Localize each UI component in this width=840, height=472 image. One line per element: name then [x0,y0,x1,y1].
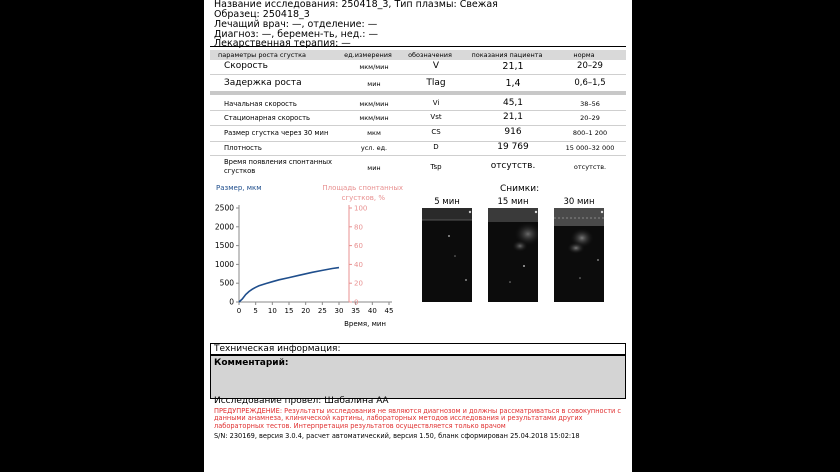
x-axis-label: Время, мин [344,320,386,328]
row-value: 21,1 [502,112,524,122]
row-symbol: Vi [432,99,440,107]
y-axis-label: Размер, мкм [216,184,262,192]
row-param: Начальная скорость [224,100,297,108]
row-unit: мкм/мин [359,63,389,71]
clot-growth-chart [208,180,408,332]
row-param: Время появления спонтанных [224,158,333,166]
y-tick-label: 2000 [214,222,234,232]
row-norm: 20–29 [580,114,600,122]
row-value: 1,4 [505,78,521,89]
y2-axis-label-line1: Площадь спонтанных [322,184,403,192]
sample-id: Образец: 250418_3 [214,9,310,20]
row-norm: 15 000–32 000 [565,144,615,152]
row-symbol: Tsp [430,163,442,171]
serial-info: S/N: 230169, версия 3.0.4, расчет автоматический, версия 1.50, бланк сформирован 25.04.2018 15:02:18 [214,432,580,440]
group-separator [210,91,626,95]
row-param: Задержка роста [224,78,302,88]
header-divider [210,46,626,47]
th-unit: ед.измерения [344,51,392,59]
snapshot-label: 15 мин [497,197,529,207]
doctor-line: Лечащий врач: —, отделение: — [214,19,378,30]
snapshot-image-30min [554,208,604,302]
row-norm: 20–29 [577,61,603,71]
row-norm: 800–1 200 [572,129,608,137]
y-tick-label: 0 [229,297,234,307]
report-page [204,0,632,472]
conducted-by: Исследование провел: Шабалина АА [214,396,389,406]
y2-tick-label: 60 [354,242,363,251]
row-divider [210,141,626,142]
row-value: отсутств. [490,161,536,171]
th-norm: норма [573,51,595,59]
diagnosis-line: Диагноз: —, беремен-ть, нед.: — [214,29,379,40]
x-tick-label: 20 [301,307,311,315]
x-tick-label: 0 [236,307,242,315]
row-symbol: Tlag [426,78,446,88]
row-symbol: D [433,143,439,151]
snapshot-label: 5 мин [434,197,460,207]
snapshot-label: 30 мин [563,197,595,207]
x-tick-label: 40 [367,307,377,315]
row-value: 21,1 [502,61,524,72]
comment-label: Комментарий: [214,358,289,368]
chart-axes [215,204,394,316]
tech-info-label: Техническая информация: [214,344,341,354]
x-tick-label: 10 [267,307,277,315]
x-tick-label: 30 [334,307,344,315]
warning-text: ПРЕДУПРЕЖДЕНИЕ: Результаты исследования не являются диагнозом и должны рассматриваться в совокупности с данными анамнеза, клинической картины, лабораторных методов исследования и результатами других лабораторных тестов. Интерпретация результатов осуществляется только врачом [214,407,622,430]
row-unit: мкм/мин [359,100,389,108]
row-divider [210,125,626,126]
x-tick-label: 5 [253,307,258,315]
row-value: 916 [504,127,522,137]
row-divider [210,155,626,156]
row-symbol: Vst [430,113,442,121]
y2-tick-label: 0 [354,298,359,307]
row-param: Плотность [224,144,262,152]
therapy-line: Лекарственная терапия: — [214,38,351,49]
row-norm: отсутств. [573,163,607,171]
chart-series [239,268,339,302]
row-value: 19 769 [497,142,529,152]
th-param: параметры роста сгустка [218,51,306,59]
row-divider [210,74,626,75]
snapshots-title: Снимки: [500,184,540,194]
y-tick-label: 1500 [214,241,234,251]
y-tick-label: 1000 [214,259,234,269]
study-name: Название исследования: 250418_3, Тип плазмы: Свежая [214,0,498,10]
row-unit: мин [367,80,381,88]
row-unit: мин [367,164,381,172]
row-norm: 0,6–1,5 [574,78,606,88]
snapshot-image-15min [488,208,538,302]
x-tick-label: 35 [351,307,361,315]
row-norm: 38–56 [580,100,600,108]
row-param: Скорость [224,61,268,71]
x-tick-label: 15 [284,307,294,315]
row-param: Стационарная скорость [224,114,311,122]
x-tick-label: 45 [384,307,394,315]
y2-tick-label: 40 [354,260,363,269]
clot-size-line [239,268,339,302]
th-symbol: обозначения [408,51,452,59]
row-param: Размер сгустка через 30 мин [224,129,329,137]
row-divider [210,110,626,111]
row-symbol: CS [431,128,441,136]
y2-axis-label-line2: сгустков, % [341,194,385,202]
row-unit: усл. ед. [360,144,388,152]
row-value: 45,1 [502,98,524,108]
y-tick-label: 2500 [214,203,234,213]
row-param-continued: сгустков [224,167,256,175]
y-tick-label: 500 [219,278,234,288]
y2-tick-label: 80 [354,223,363,232]
y2-tick-label: 20 [354,279,363,288]
x-tick-label: 25 [317,307,327,315]
y2-tick-label: 100 [354,204,368,213]
row-symbol: V [432,61,440,71]
row-unit: мкм/мин [359,114,389,122]
row-unit: мкм [367,129,381,137]
snapshot-image-5min [422,208,472,302]
th-value: показания пациента [471,51,543,59]
